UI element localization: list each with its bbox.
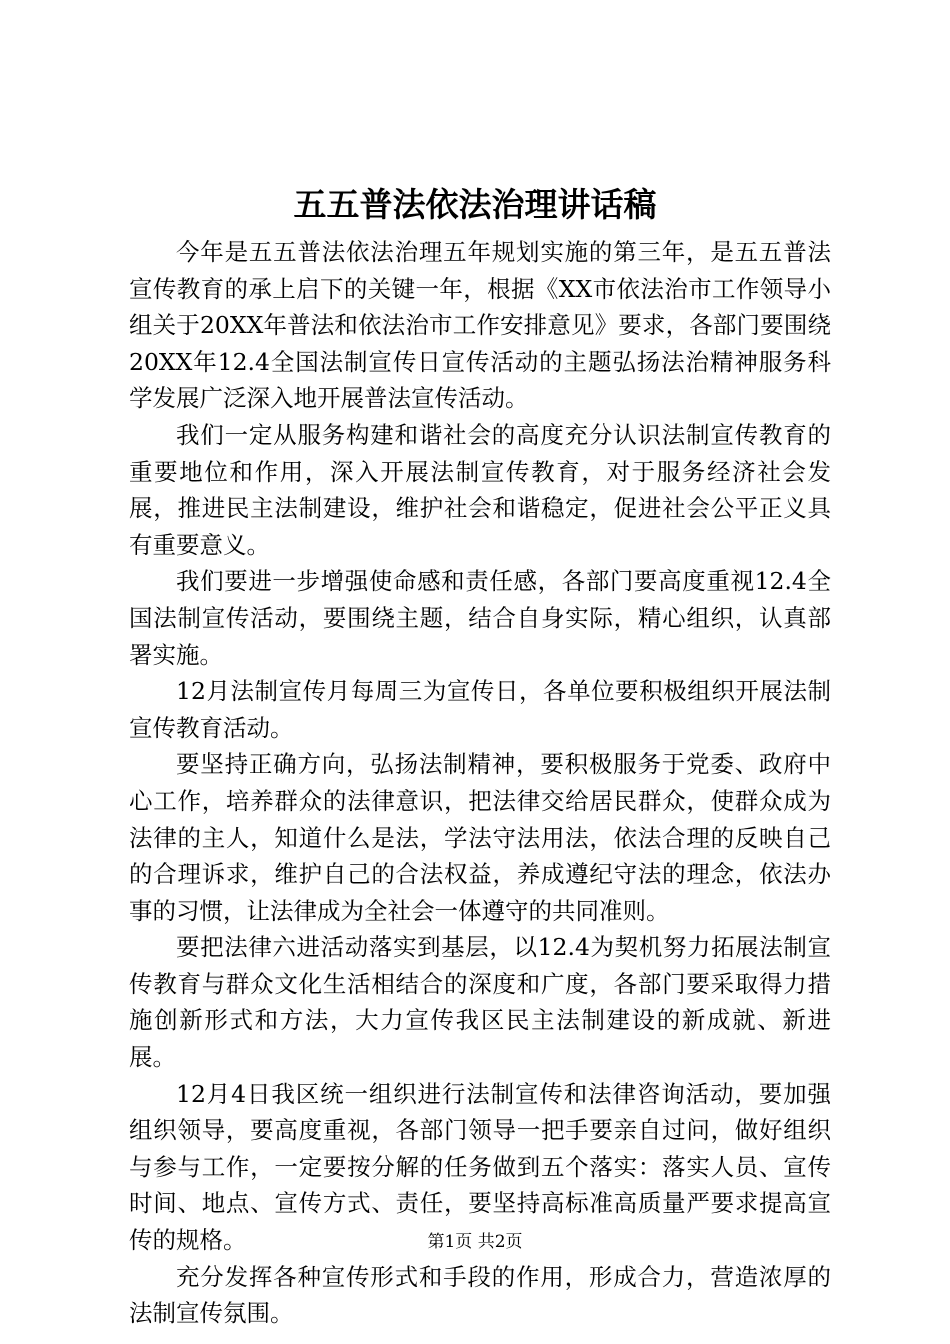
paragraph: 12月4日我区统一组织进行法制宣传和法律咨询活动，要加强组织领导，要高度重视，各部门领导一把手要亲自过问，做好组织与参与工作，一定要按分解的任务做到五个落实：落实人员、宣传时间、地点、宣传方式、责任，要坚持高标准高质量严要求提高宣传的规格。 (129, 1079, 831, 1255)
paragraph: 12月法制宣传月每周三为宣传日，各单位要积极组织开展法制宣传教育活动。 (129, 677, 831, 742)
document-body (129, 234, 831, 1332)
paragraph: 我们一定从服务构建和谐社会的高度充分认识法制宣传教育的重要地位和作用，深入开展法制宣传教育，对于服务经济社会发展，推进民主法制建设，维护社会和谐稳定，促进社会公平正义具有重要意义。 (129, 420, 831, 559)
document-title: 五五普法依法治理讲话稿 (293, 185, 657, 224)
paragraph: 要把法律六进活动落实到基层，以12.4为契机努力拓展法制宣传教育与群众文化生活相结合的深度和广度，各部门要采取得力措施创新形式和方法，大力宣传我区民主法制建设的新成就、新进展。 (129, 933, 831, 1072)
paragraph: 充分发挥各种宣传形式和手段的作用，形成合力，营造浓厚的法制宣传氛围。 (129, 1262, 831, 1328)
paragraph: 我们要进一步增强使命感和责任感，各部门要高度重视12.4全国法制宣传活动，要围绕主题，结合自身实际，精心组织，认真部署实施。 (129, 567, 831, 669)
paragraph: 今年是五五普法依法治理五年规划实施的第三年，是五五普法宣传教育的承上启下的关键一年，根据《XX市依法治市工作领导小组关于20XX年普法和依法治市工作安排意见》要求，各部门要围绕20XX年12.4全国法制宣传日宣传活动的主题弘扬法治精神服务科学发展广泛深入地开展普法宣传活动。 (129, 238, 831, 413)
paragraph: 要坚持正确方向，弘扬法制精神，要积极服务于党委、政府中心工作，培养群众的法律意识，把法律交给居民群众，使群众成为法律的主人，知道什么是法，学法守法用法，依法合理的反映自己的合理诉求，维护自己的合法权益，养成遵纪守法的理念，依法办事的习惯，让法律成为全社会一体遵守的共同准则。 (129, 750, 831, 925)
page-footer: 第1页 共2页 (427, 1232, 523, 1252)
